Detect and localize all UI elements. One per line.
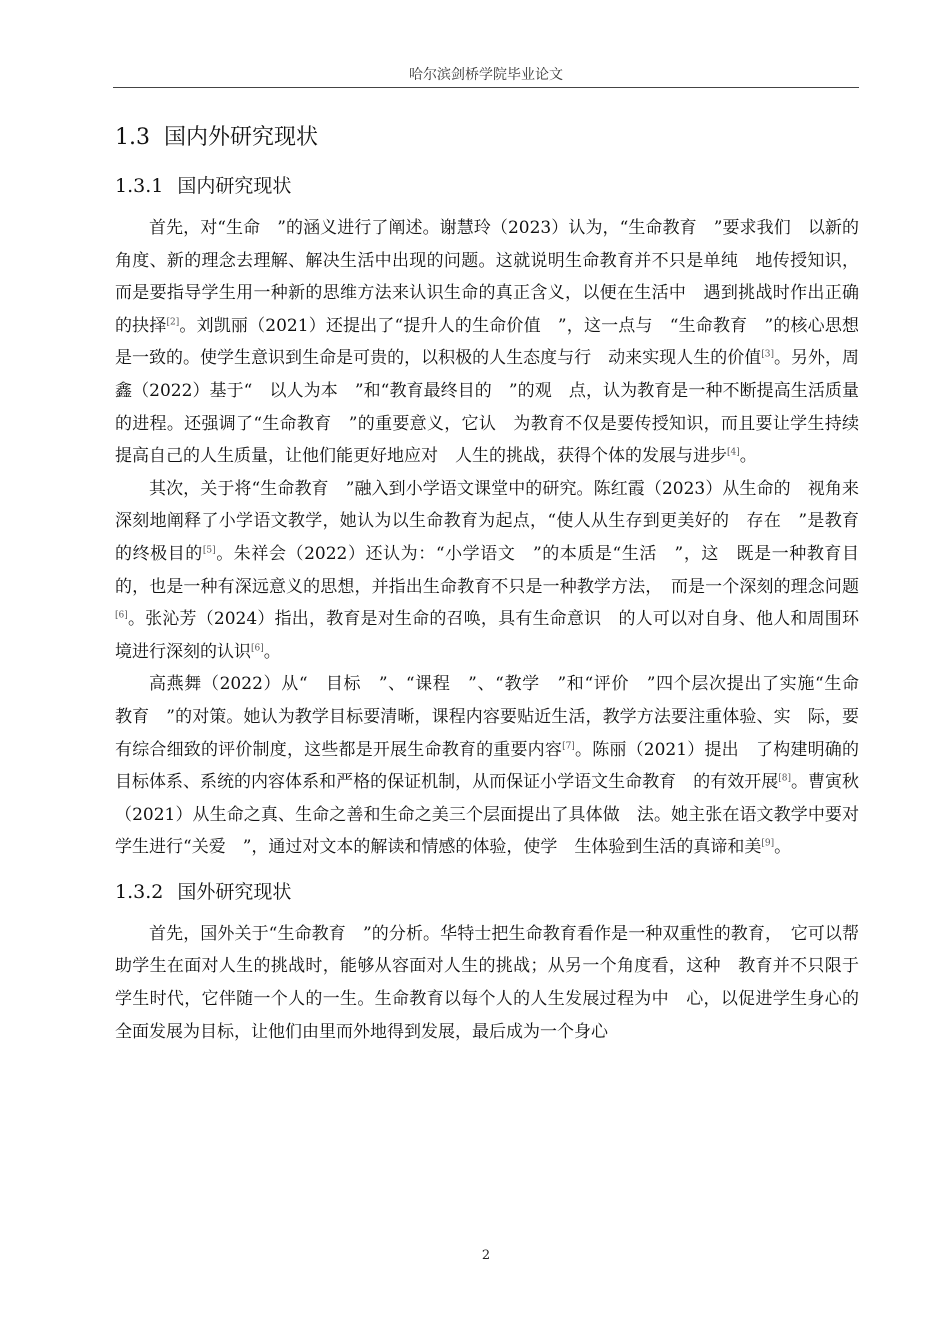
paragraph — [115, 212, 859, 473]
running-header: 哈尔滨剑桥学院毕业论文 — [409, 67, 563, 83]
subsection-heading-domestic — [115, 168, 859, 204]
citation: [4] — [727, 447, 740, 458]
paragraph-text: 其次，关于将“生命教育 ”融入到小学语文课堂中的研究。陈红霞（2023）从生命的 视角来深刻地阐释了小学语文教学，她认为以生命教育为起点，“使人从生存到更美好的 存在 ”是教育的终极目的 — [115, 478, 859, 564]
citation: [7] — [562, 740, 575, 751]
page-body — [115, 118, 876, 1048]
citation: [5] — [202, 545, 216, 556]
page-number: 2 — [481, 1248, 491, 1263]
citation: [6] — [251, 643, 264, 654]
section-number: 1.3 — [115, 125, 150, 150]
header-rule — [113, 87, 859, 88]
citation: [6] — [115, 610, 128, 621]
paragraph — [115, 473, 859, 669]
citation: [9] — [761, 838, 775, 849]
paragraph-text: 。另外，周鑫（2022）基于“ 以人为本 ”和“教育最终目的 ”的观 点，认为教育是一种不断提高生活质量的进程。还强调了“生命教育 ”的重要意义，它认 为教育不仅是要传授知识，而且要让学生持续提高自己的人生质量，让他们能更好地应对 人生的挑战，获得个体的发展与进步 — [115, 348, 860, 467]
subsection-number: 1.3.1 — [115, 175, 164, 197]
paragraph-text: 。朱祥会（2022）还认为：“小学语文 ”的本质是“生活 ”，这 既是一种教育目的，也是一种有深远意义的思想，并指出生命教育不只是一种教学方法， 而是一个深刻的理念问题 — [115, 543, 860, 597]
citation: [2] — [166, 317, 180, 328]
paragraph-text: 。曹寅秋（2021）从生命之真、生命之善和生命之美三个层面提出了具体做 法。她主张在语文教学中要对学生进行“关爱 ”，通过对文本的解读和情感的体验，使学 生体验到生活的真谛和美 — [115, 772, 860, 858]
paragraph-text: 。 — [263, 641, 281, 662]
subsection-number: 1.3.2 — [115, 880, 164, 903]
paragraph-text: 。刘凯丽（2021）还提出了“提升人的生命价值 ”，这一点与 “生命教育 ”的核心思想是一致的。使学生意识到生命是可贵的，以积极的人生态度与行 动来实现人生的价值 — [115, 315, 860, 369]
paragraph — [115, 918, 859, 1048]
paragraph-text: 高燕舞（2022）从“ 目标 ”、“课程 ”、“教学 ”和“评价 ”四个层次提出了实施“生命 教育 ”的对策。她认为教学目标要清晰，课程内容要贴近生活，教学方法要注重体验、实 际，要有综合细致的评价制度，这些都是开展生命教育的重要内容 — [115, 674, 876, 760]
citation: [3] — [761, 349, 774, 360]
paragraph-text: 。 — [774, 837, 792, 858]
paragraph — [115, 668, 876, 864]
paragraph-text: 。 — [739, 446, 757, 467]
paragraph-text: 。陈丽（2021）提出 了构建明确的目标体系、系统的内容体系和严格的保证机制，从而保证小学语文生命教育 的有效开展 — [115, 739, 859, 793]
paragraph-text: 首先，国外关于“生命教育 ”的分析。华特士把生命教育看作是一种双重性的教育， 它可以帮助学生在面对人生的挑战时，能够从容面对人生的挑战；从另一个角度看，这种 教育并不只限于学生时代，它伴随一个人的一生。生命教育以每个人的人生发展过程为中 心，以促进学生身心的全面发展为目标，让他们由里而外地得到发展，最后成为一个身心 — [115, 923, 859, 1042]
section-heading — [115, 118, 859, 158]
section-title: 国内外研究现状 — [164, 125, 319, 150]
paragraph-text: 首先，对“生命 ”的涵义进行了阐述。谢慧玲（2023）认为，“生命教育 ”要求我们 以新的角度、新的理念去理解、解决生活中出现的问题。这就说明生命教育并不只是单纯 地传授知识，而是要指导学生用一种新的思维方法来认识生命的真正含义，以便在生活中 遇到挑战时作出正确的抉择 — [115, 218, 859, 336]
subsection-title: 国外研究现状 — [177, 880, 292, 903]
citation: [8] — [778, 773, 791, 784]
paragraph-text: 。张沁芳（2024）指出，教育是对生命的召唤，具有生命意识 的人可以对自身、他人和周围环境进行深刻的认识 — [115, 609, 859, 662]
subsection-heading-foreign — [115, 874, 859, 910]
subsection-title: 国内研究现状 — [177, 175, 292, 197]
